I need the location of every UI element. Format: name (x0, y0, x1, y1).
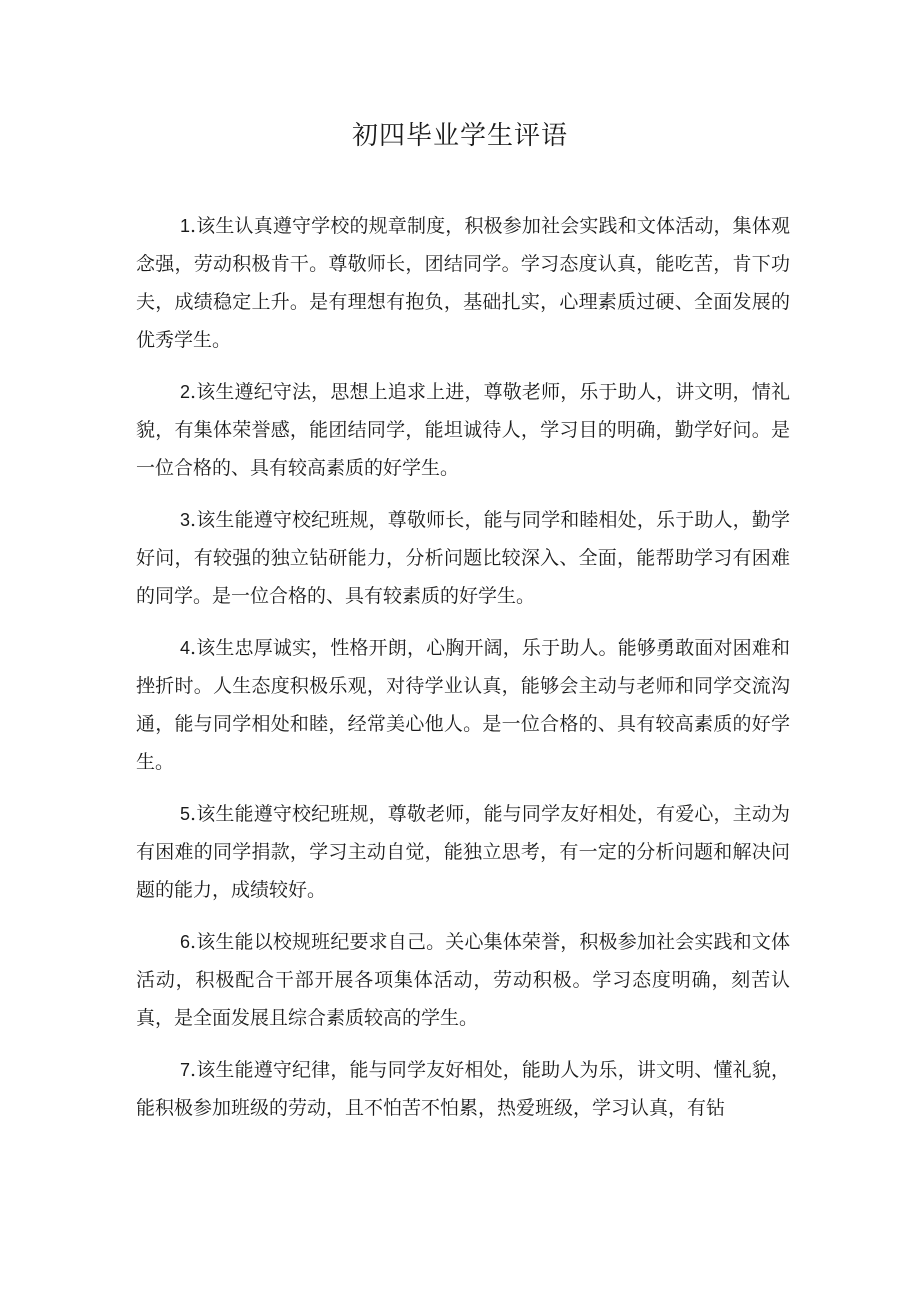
paragraph-6 (136, 923, 790, 1037)
paragraph-7 (136, 1051, 790, 1127)
paragraph-4 (136, 629, 790, 781)
paragraph-text: .该生能遵守校纪班规，尊敬师长，能与同学和睦相处，乐于助人，勤学好问，有较强的独立钻研能力，分析问题比较深入、全面，能帮助学习有困难的同学。是一位合格的、具有较素质的好学生。 (136, 509, 790, 607)
document-title: 初四毕业学生评语 (351, 121, 568, 151)
paragraph-number: 2 (180, 382, 191, 402)
paragraph-number: 7 (180, 1060, 191, 1080)
paragraph-number: 4 (180, 638, 191, 658)
paragraph-number: 3 (180, 510, 191, 530)
paragraph-number: 6 (180, 932, 191, 952)
paragraph-1 (136, 207, 790, 359)
paragraph-3 (136, 501, 790, 615)
paragraph-number: 5 (180, 804, 191, 824)
paragraph-text: .该生能遵守纪律，能与同学友好相处，能助人为乐，讲文明、懂礼貌，能积极参加班级的劳动，且不怕苦不怕累，热爱班级，学习认真，有钻 (136, 1059, 790, 1119)
paragraph-text: .该生遵纪守法，思想上追求上进，尊敬老师，乐于助人，讲文明，情礼貌，有集体荣誉感，能团结同学，能坦诚待人，学习目的明确，勤学好问。是一位合格的、具有较高素质的好学生。 (136, 381, 790, 479)
document-body (136, 207, 790, 1141)
paragraph-number: 1 (180, 216, 191, 236)
paragraph-text: .该生认真遵守学校的规章制度，积极参加社会实践和文体活动，集体观念强，劳动积极肯干。尊敬师长，团结同学。学习态度认真，能吃苦，肯下功夫，成绩稳定上升。是有理想有抱负，基础扎实，心理素质过硬、全面发展的优秀学生。 (136, 215, 790, 351)
paragraph-text: .该生忠厚诚实，性格开朗，心胸开阔，乐于助人。能够勇敢面对困难和挫折时。人生态度积极乐观，对待学业认真，能够会主动与老师和同学交流沟通，能与同学相处和睦，经常美心他人。是一位合格的、具有较高素质的好学生。 (136, 637, 790, 773)
paragraph-2 (136, 373, 790, 487)
paragraph-5 (136, 795, 790, 909)
paragraph-text: .该生能遵守校纪班规，尊敬老师，能与同学友好相处，有爱心，主动为有困难的同学捐款，学习主动自觉，能独立思考，有一定的分析问题和解决问题的能力，成绩较好。 (136, 803, 790, 901)
paragraph-text: .该生能以校规班纪要求自己。关心集体荣誉，积极参加社会实践和文体活动，积极配合干部开展各项集体活动，劳动积极。学习态度明确，刻苦认真，是全面发展且综合素质较高的学生。 (136, 931, 790, 1029)
